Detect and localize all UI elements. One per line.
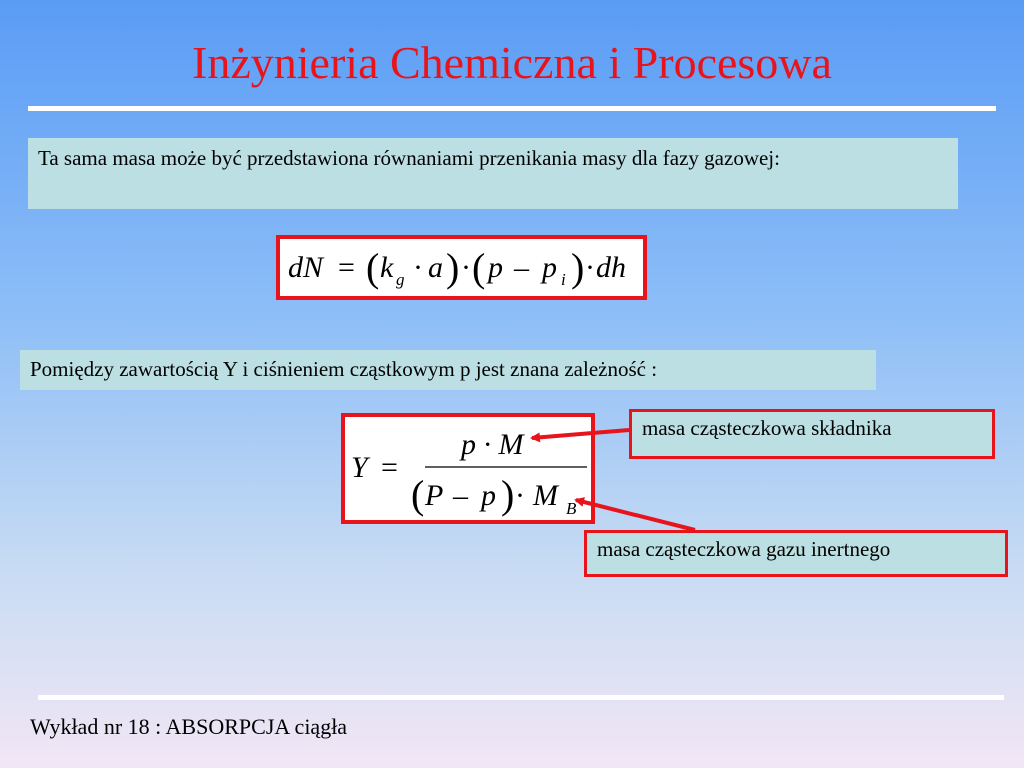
eq2-rparen: ) xyxy=(501,472,515,517)
eq1-lparen-1: ( xyxy=(366,245,380,290)
bottom-divider xyxy=(38,695,1004,700)
eq2-lhs: Y xyxy=(351,451,368,484)
eq1-pi-sub: i xyxy=(561,270,566,289)
eq1-lhs: dN xyxy=(288,251,324,284)
label-molar-mass-inert-text: masa cząsteczkowa gazu inertnego xyxy=(597,537,891,561)
arrow-to-M xyxy=(532,430,629,438)
eq2-den-sub: B xyxy=(566,499,577,518)
eq1-dot-1: · xyxy=(413,251,423,284)
footer-text: Wykład nr 18 : ABSORPCJA ciągła xyxy=(30,714,348,739)
relation-text: Pomiędzy zawartością Y i ciśnieniem cząstkowym p jest znana zależność : xyxy=(30,357,658,381)
eq1-pi: p xyxy=(542,251,557,284)
eq2-equals: = xyxy=(381,451,398,484)
eq1-k: k xyxy=(380,251,394,284)
eq1-rparen-2: ) xyxy=(571,245,585,290)
eq1-dh: dh xyxy=(596,251,626,284)
eq2-numerator: p · M xyxy=(461,428,524,461)
arrow-to-MB xyxy=(576,500,695,530)
eq2-den-M: M xyxy=(533,479,558,512)
eq1-dot-2: · xyxy=(461,251,471,284)
eq1-a: a xyxy=(428,251,443,284)
eq1-k-sub: g xyxy=(396,270,405,289)
eq1-p: p xyxy=(488,251,503,284)
eq2-den-p: p xyxy=(481,479,496,512)
eq1-lparen-2: ( xyxy=(472,245,486,290)
intro-text: Ta sama masa może być przedstawiona równaniami przenikania masy dla fazy gazowej: xyxy=(38,146,780,170)
eq2-den-dot: · xyxy=(515,479,525,512)
eq2-lparen: ( xyxy=(411,472,425,517)
eq1-rparen-1: ) xyxy=(446,245,460,290)
eq2-den-minus: – xyxy=(453,479,468,512)
slide-title: Inżynieria Chemiczna i Procesowa xyxy=(192,37,832,88)
eq1-minus: – xyxy=(514,251,529,284)
eq1-equals: = xyxy=(338,251,355,284)
label-molar-mass-component-text: masa cząsteczkowa składnika xyxy=(642,416,892,440)
eq2-den-P: P xyxy=(425,479,444,512)
eq1-dot-3: · xyxy=(585,251,595,284)
